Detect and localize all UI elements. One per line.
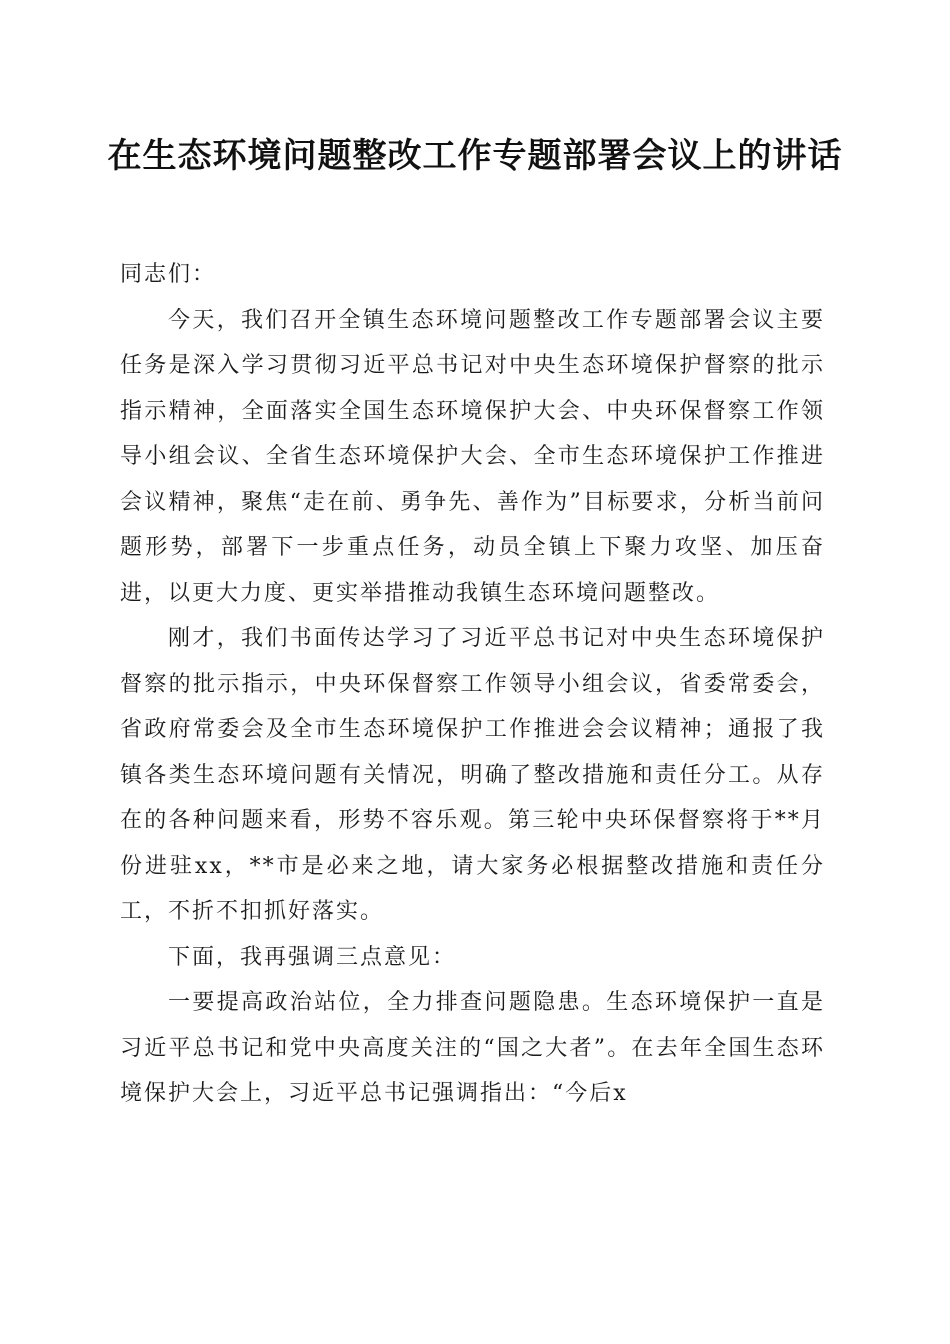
document-body <box>120 252 825 1117</box>
paragraph-briefing: 刚才，我们书面传达学习了习近平总书记对中央生态环境保护督察的批示指示，中央环保督察工作领导小组会议，省委常委会，省政府常委会及全市生态环境保护工作推进会会议精神；通报了我镇各类生态环境问题有关情况，明确了整改措施和责任分工。从存在的各种问题来看，形势不容乐观。第三轮中央环保督察将于**月份进驻xx，**市是必来之地，请大家务必根据整改措施和责任分工，不折不扣抓好落实。 <box>120 626 825 924</box>
document-title: 在生态环境问题整改工作专题部署会议上的讲话 <box>107 136 843 176</box>
paragraph-point-one: 一要提高政治站位，全力排查问题隐患。生态环境保护一直是习近平总书记和党中央高度关注的“国之大者”。在去年全国生态环境保护大会上，习近平总书记强调指出：“今后x <box>120 990 825 1106</box>
paragraph-transition: 下面，我再强调三点意见： <box>168 944 457 970</box>
salutation: 同志们： <box>120 262 217 287</box>
paragraph-opening: 今天，我们召开全镇生态环境问题整改工作专题部署会议主要任务是深入学习贯彻习近平总书记对中央生态环境保护督察的批示指示精神，全面落实全国生态环境保护大会、中央环保督察工作领导小组会议、全省生态环境保护大会、全市生态环境保护工作推进会议精神，聚焦“走在前、勇争先、善作为”目标要求，分析当前问题形势，部署下一步重点任务，动员全镇上下聚力攻坚、加压奋进，以更大力度、更实举措推动我镇生态环境问题整改。 <box>120 307 825 606</box>
